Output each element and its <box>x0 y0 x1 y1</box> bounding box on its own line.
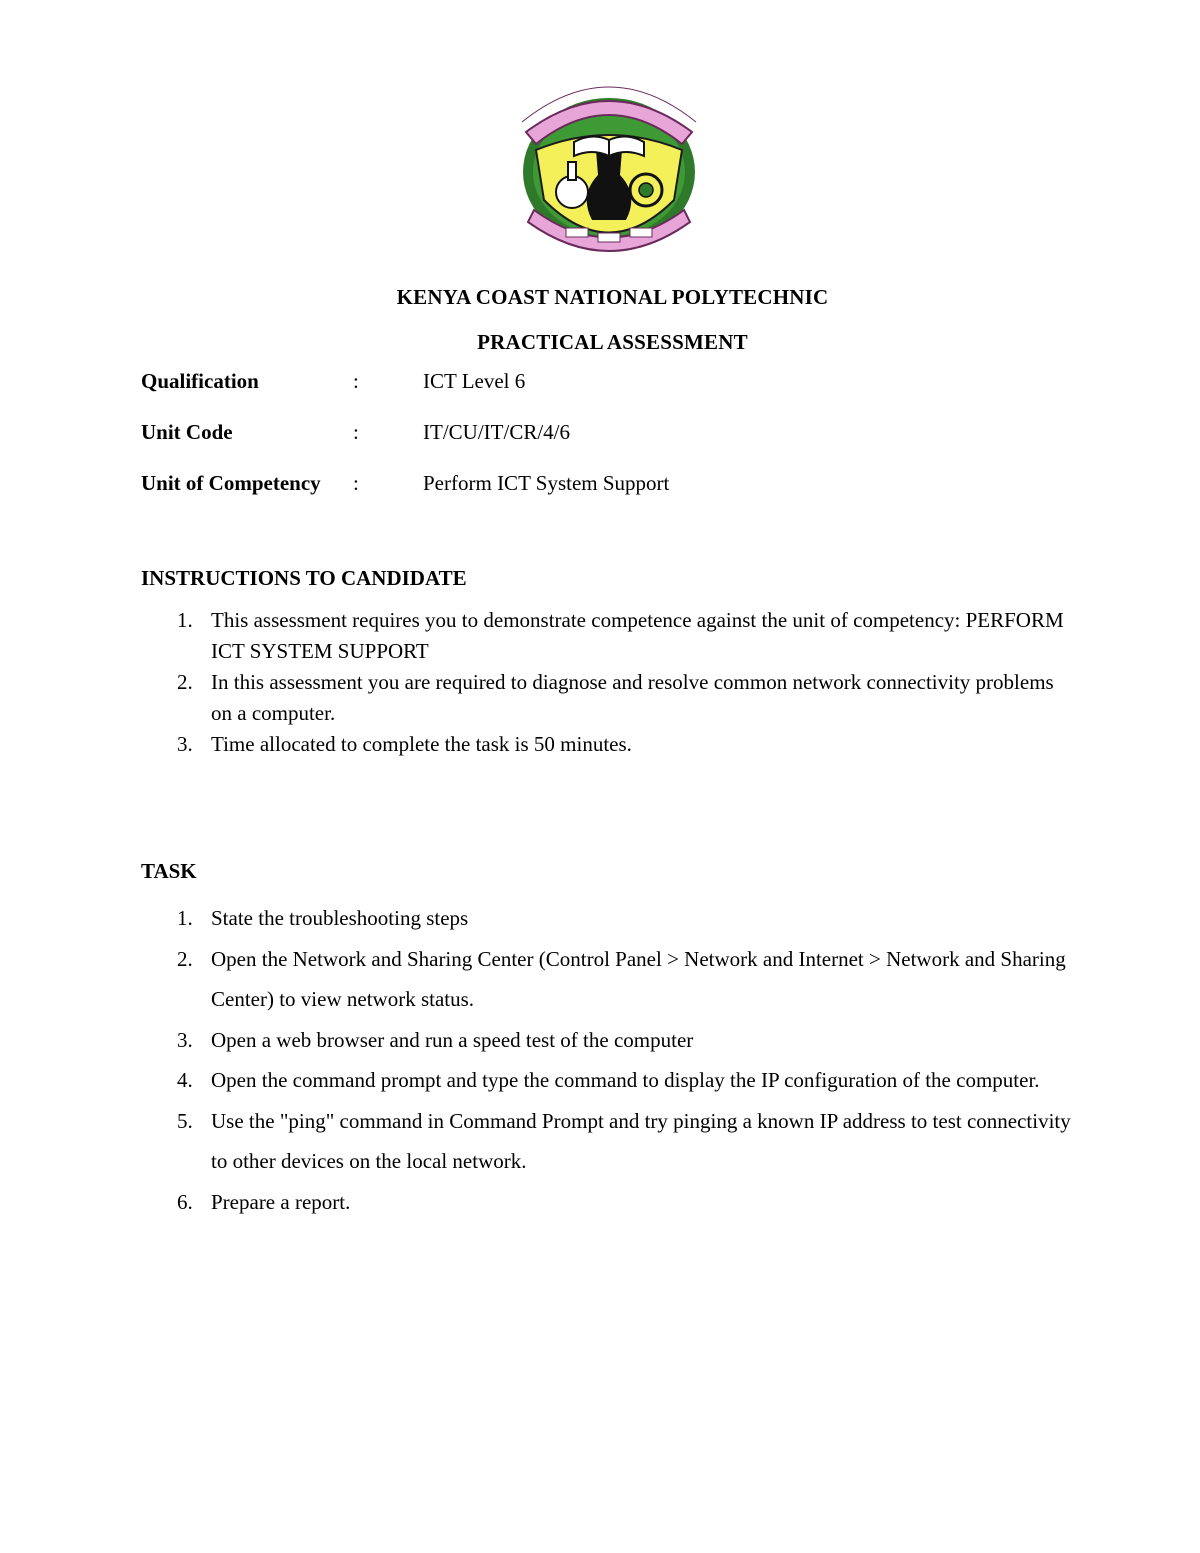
instructions-heading: INSTRUCTIONS TO CANDIDATE <box>141 566 467 590</box>
task-list <box>141 898 1071 1222</box>
list-text: Open a web browser and run a speed test of the computer <box>211 1027 694 1052</box>
list-text: Use the "ping" command in Command Prompt and try pinging a known IP address to test connectivity to other devices on the local network. <box>211 1108 1071 1173</box>
school-name: KENYA COAST NATIONAL POLYTECHNIC <box>396 285 829 309</box>
list-text: In this assessment you are required to diagnose and resolve common network connectivity problems on a computer. <box>211 670 1054 725</box>
meta-label: Unit of Competency <box>141 471 321 495</box>
polytechnic-crest-icon <box>514 80 704 260</box>
meta-value: Perform ICT System Support <box>423 471 670 495</box>
list-number: 3. <box>177 1027 193 1052</box>
list-number: 6. <box>177 1189 193 1214</box>
meta-label: Unit Code <box>141 420 233 444</box>
list-number: 2. <box>177 670 193 694</box>
meta-value: IT/CU/IT/CR/4/6 <box>423 420 570 444</box>
meta-colon: : <box>353 369 359 393</box>
list-text: This assessment requires you to demonstrate competence against the unit of competency: PERFORM ICT SYSTEM SUPPORT <box>211 608 1064 663</box>
list-text: Time allocated to complete the task is 50 minutes. <box>211 732 632 756</box>
list-number: 5. <box>177 1108 193 1133</box>
meta-colon: : <box>353 420 359 444</box>
meta-colon: : <box>353 471 359 495</box>
list-item <box>141 667 1071 729</box>
list-item <box>141 939 1071 1020</box>
list-number: 2. <box>177 946 193 971</box>
assessment-title: PRACTICAL ASSESSMENT <box>477 330 748 354</box>
list-number: 3. <box>177 732 193 756</box>
list-item <box>141 1101 1071 1182</box>
list-text: Open the command prompt and type the command to display the IP configuration of the computer. <box>211 1068 1040 1092</box>
meta-value: ICT Level 6 <box>423 369 526 393</box>
list-item <box>141 1020 1071 1061</box>
list-item <box>141 729 1071 760</box>
list-item <box>141 898 1071 939</box>
list-item <box>141 605 1071 667</box>
instructions-list <box>141 605 1071 760</box>
list-number: 1. <box>177 906 193 930</box>
list-number: 1. <box>177 608 193 632</box>
list-number: 4. <box>177 1068 193 1092</box>
list-item <box>141 1060 1071 1101</box>
list-text: Prepare a report. <box>211 1189 351 1214</box>
list-item <box>141 1182 1071 1223</box>
list-text: Open the Network and Sharing Center (Control Panel > Network and Internet > Network and Sharing Center) to view network status. <box>211 946 1066 1011</box>
meta-label: Qualification <box>141 369 259 393</box>
task-heading: TASK <box>141 859 197 883</box>
list-text: State the troubleshooting steps <box>211 906 469 930</box>
